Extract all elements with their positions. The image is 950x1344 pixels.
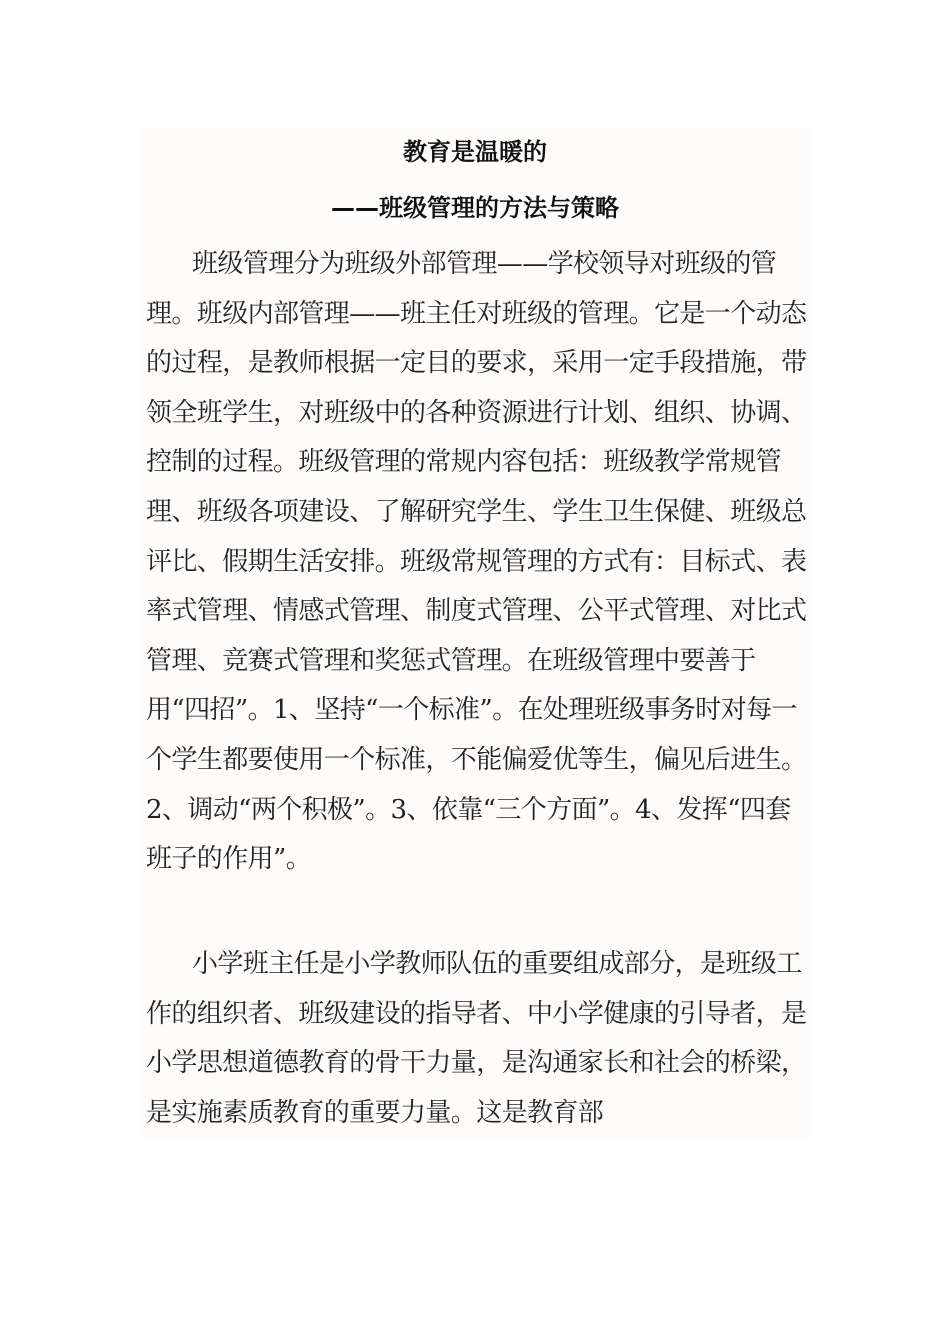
body-paragraph: 班级管理分为班级外部管理——学校领导对班级的管理。班级内部管理——班主任对班级的管理。它是一个动态的过程，是教师根据一定目的要求，采用一定手段措施，带领全班学生，对班级中的各种资源进行计划、组织、协调、控制的过程。班级管理的常规内容包括：班级教学常规管理、班级各项建设、了解研究学生、学生卫生保健、班级总评比、假期生活安排。班级常规管理的方式有：目标式、表率式管理、情感式管理、制度式管理、公平式管理、对比式管理、竞赛式管理和奖惩式管理。在班级管理中要善于用“四招”。1、坚持“一个标准”。在处理班级事务时对每一个学生都要使用一个标准，不能偏爱优等生，偏见后进生。2、调动“两个积极”。3、依靠“三个方面”。4、发挥“四套班子的作用”。 <box>146 249 807 875</box>
body-paragraph: 小学班主任是小学教师队伍的重要组成部分，是班级工作的组织者、班级建设的指导者、中小学健康的引导者，是小学思想道德教育的骨干力量，是沟通家长和社会的桥梁，是实施素质教育的重要力量。这是教育部 <box>146 949 807 1128</box>
document-title: 教育是温暖的 <box>403 138 547 166</box>
document-subtitle: ——班级管理的方法与策略 <box>331 194 619 222</box>
